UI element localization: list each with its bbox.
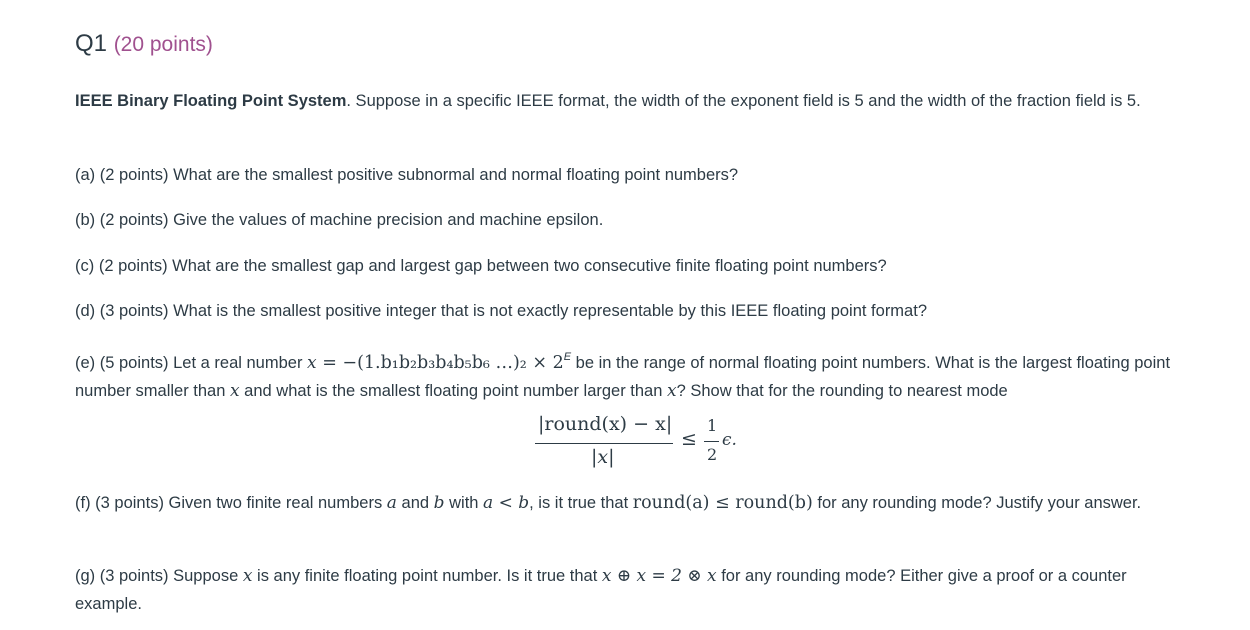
part-g-tail: for any rounding mode? Either give a proof or a counter example. — [75, 567, 1127, 613]
part-e-mid: be in the range of normal floating point numbers. What is the largest floating point number smaller than — [75, 354, 1171, 400]
question-points: (20 points) — [113, 33, 213, 56]
part-e-tail: ? Show that for the rounding to nearest mode — [676, 382, 1008, 400]
math-a: a — [386, 493, 397, 513]
display-inequality — [535, 413, 775, 473]
half-bar — [704, 441, 719, 442]
intro-title: IEEE Binary Floating Point System — [75, 92, 347, 110]
part-f-is: , is it true that — [529, 494, 633, 512]
leq-symbol: ≤ — [681, 428, 697, 450]
part-f — [75, 489, 1195, 517]
part-e-lead: (e) (5 points) Let a real number — [75, 354, 308, 372]
math-x: x — [242, 566, 253, 586]
part-f-and: and — [396, 494, 434, 512]
part-f-tail: for any rounding mode? Justify your answer. — [812, 494, 1142, 512]
intro-text: . Suppose in a specific IEEE format, the width of the exponent field is 5 and the width of the fraction field is 5. — [346, 92, 1141, 110]
fraction-bar — [535, 443, 673, 444]
math-leq: ≤ — [709, 493, 736, 513]
part-e-mid2: and what is the smallest floating point number larger than — [239, 382, 667, 400]
part-a: (a) (2 points) What are the smallest positive subnormal and normal floating point numbers? — [75, 166, 739, 184]
math-exponent: E — [563, 351, 572, 363]
epsilon-symbol: ϵ. — [722, 430, 737, 450]
math-x-expansion: = −(1.b₁b₂b₃b₄b₅b₆ …)₂ × 2 — [316, 353, 564, 373]
fraction-denominator: |x| — [591, 446, 615, 468]
part-b: (b) (2 points) Give the values of machine precision and machine epsilon. — [75, 211, 604, 229]
question-label: Q1 — [75, 30, 108, 57]
math-x: x — [307, 353, 317, 373]
math-round-a: round(a) — [632, 493, 710, 513]
math-x: x — [230, 381, 240, 401]
part-e — [75, 343, 1195, 405]
part-g-mid: is any finite floating point number. Is it true that — [252, 567, 602, 585]
intro-paragraph — [75, 87, 1195, 115]
math-g-expression: x ⊕ x = 2 ⊗ x — [601, 566, 717, 586]
math-round-b: round(b) — [735, 493, 813, 513]
part-f-lead: (f) (3 points) Given two finite real numbers — [75, 494, 387, 512]
math-a-lt-b: a < b — [483, 493, 530, 513]
part-f-with: with — [444, 494, 484, 512]
part-c: (c) (2 points) What are the smallest gap and largest gap between two consecutive finite floating point numbers? — [75, 257, 887, 275]
part-d: (d) (3 points) What is the smallest positive integer that is not exactly representable by this IEEE floating point format? — [75, 302, 927, 320]
math-x: x — [667, 381, 677, 401]
question-header — [75, 28, 213, 61]
fraction-numerator: |round(x) − x| — [538, 413, 673, 435]
part-g — [75, 562, 1195, 618]
math-b: b — [433, 493, 445, 513]
half-numerator: 1 — [707, 416, 718, 435]
part-g-lead: (g) (3 points) Suppose — [75, 567, 243, 585]
half-denominator: 2 — [707, 445, 718, 464]
